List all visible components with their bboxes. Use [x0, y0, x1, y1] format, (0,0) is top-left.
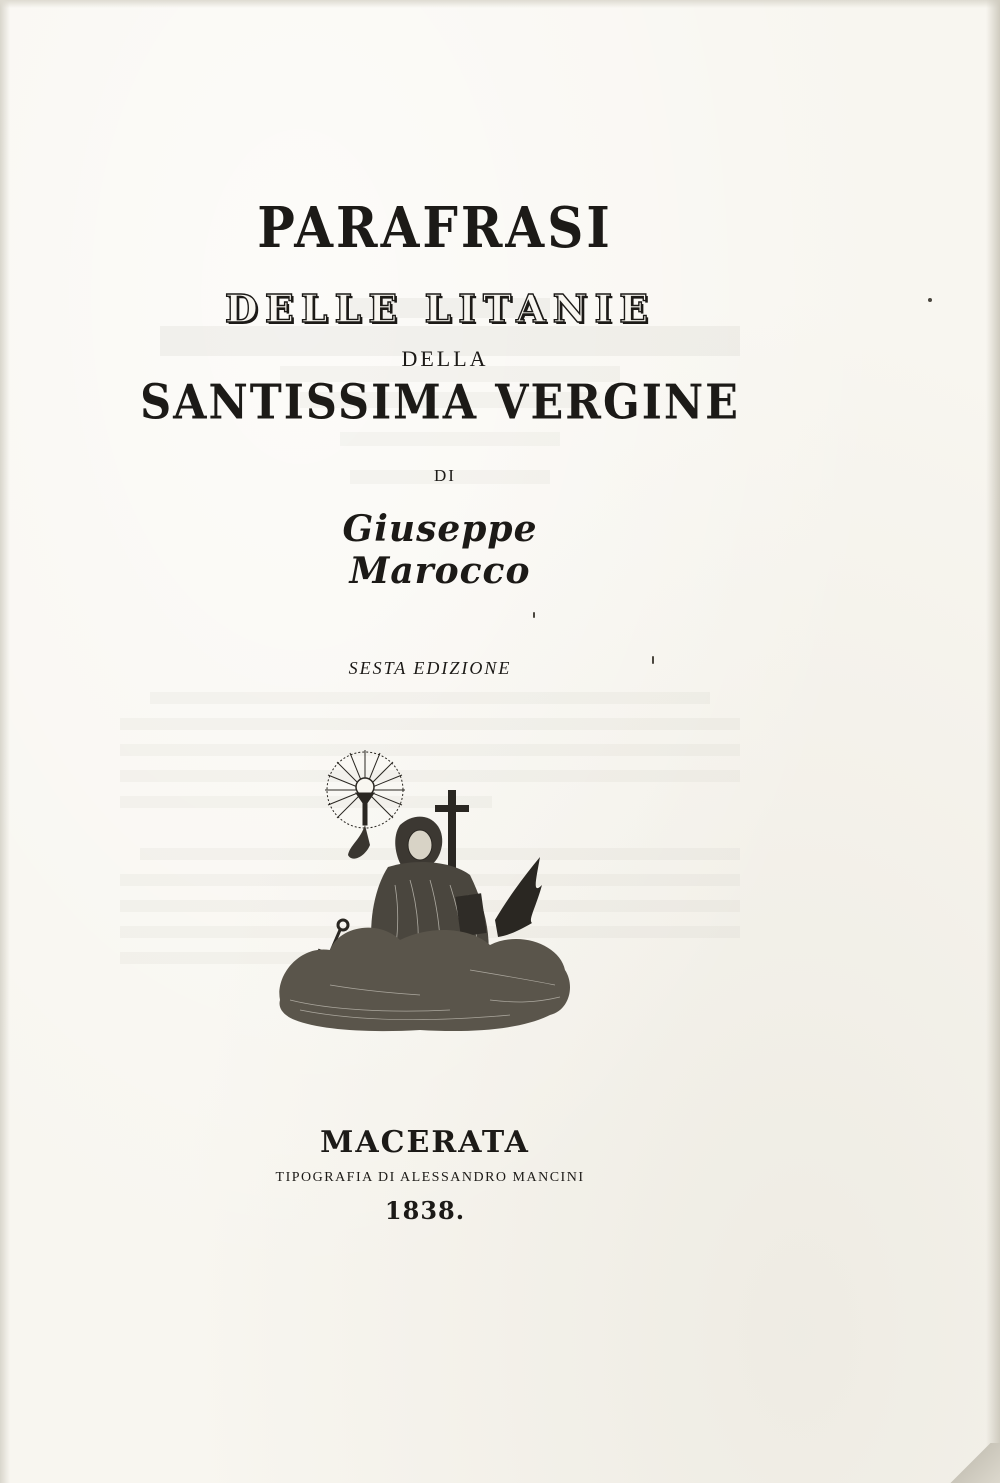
page-corner-curl — [940, 1443, 1000, 1483]
title-santissima-vergine: SANTISSIMA VERGINE — [140, 375, 740, 431]
cloud-base-icon — [279, 928, 570, 1031]
author-preposition: DI — [434, 466, 456, 485]
title-delle-litanie: DELLE LITANIE — [224, 286, 656, 331]
eagle-wing-icon — [495, 857, 542, 937]
imprint-city: MACERATA — [320, 1125, 530, 1160]
page-edge-top — [0, 0, 1000, 8]
paper-speck — [652, 656, 654, 664]
imprint-printer: TIPOGRAFIA DI ALESSANDRO MANCINI — [275, 1170, 585, 1185]
radiant-monstrance-icon — [325, 750, 405, 828]
paper-speck — [928, 298, 932, 302]
author-name: Giuseppe Marocco — [342, 508, 538, 592]
title-della: DELLA — [401, 346, 489, 371]
paper-speck — [533, 612, 535, 618]
imprint-year: 1838. — [384, 1196, 466, 1225]
title-parafrasi: PARAFRASI — [257, 194, 613, 261]
page-edge-right — [986, 0, 1000, 1483]
edition-statement: SESTA EDIZIONE — [348, 658, 512, 678]
allegorical-engraving-icon — [270, 745, 580, 1035]
